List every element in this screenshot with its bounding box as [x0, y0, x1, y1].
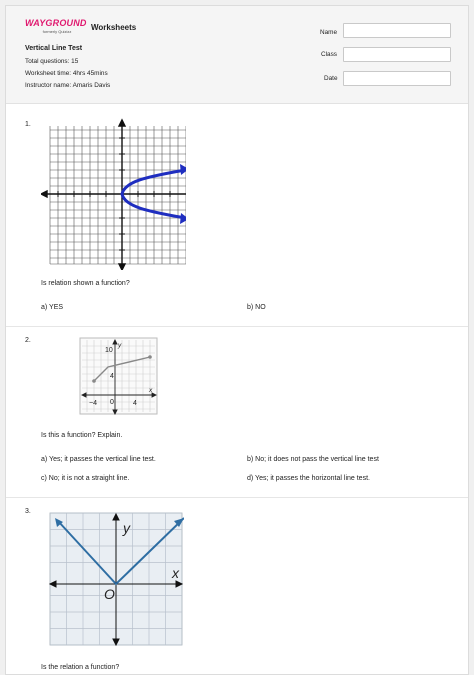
graph-grid [50, 126, 186, 264]
graph-axes [41, 120, 186, 270]
origin-label: O [104, 586, 115, 602]
sideways-parabola-graph [41, 118, 186, 270]
arrow-head-lower [180, 213, 186, 224]
name-field[interactable] [343, 23, 451, 38]
answer-option-b[interactable]: b) No; it does not pass the vertical line test [247, 456, 379, 463]
question-divider [6, 326, 468, 327]
question-number: 1. [25, 121, 31, 128]
y-axis-label: y [123, 520, 130, 536]
section-title: Worksheets [91, 23, 137, 32]
date-field[interactable] [343, 71, 451, 86]
logo-text: WAYGROUND [25, 18, 87, 28]
instructor-name: Instructor name: Amaris Davis [25, 82, 111, 89]
x-neg-label: −4 [89, 400, 97, 407]
x-pos-label: 4 [133, 400, 137, 407]
worksheet-page [5, 5, 469, 675]
logo-subtext: formerly Quizizz [42, 29, 72, 34]
answer-option-d[interactable]: d) Yes; it passes the horizontal line test. [247, 475, 370, 482]
worksheet-time: Worksheet time: 4hrs 45mins [25, 70, 108, 77]
answer-option-a[interactable]: a) Yes; it passes the vertical line test. [41, 456, 156, 463]
y-mid-label: 4 [110, 373, 114, 380]
x-axis-label: x [149, 387, 153, 394]
date-label: Date [324, 75, 338, 82]
answer-option-c[interactable]: c) No; it is not a straight line. [41, 475, 130, 482]
class-field[interactable] [343, 47, 451, 62]
wayground-logo [25, 18, 89, 34]
question-number: 2. [25, 337, 31, 344]
answer-option-b[interactable]: b) NO [247, 304, 266, 311]
question-text: Is this a function? Explain. [41, 432, 123, 439]
piecewise-graph [79, 337, 159, 416]
absolute-value-graph [48, 511, 184, 647]
question-text: Is the relation a function? [41, 664, 120, 671]
y-axis-label: y [118, 342, 122, 349]
y-tick-label: 10 [105, 347, 113, 354]
name-label: Name [320, 29, 338, 36]
arrow-head-upper [180, 164, 186, 175]
x-axis-label: x [172, 565, 179, 581]
origin-label: 0 [110, 399, 114, 406]
graph-point-start [92, 379, 96, 383]
graph-point-end [148, 355, 152, 359]
question-text: Is relation shown a function? [41, 280, 130, 287]
total-questions: Total questions: 15 [25, 58, 79, 65]
question-number: 3. [25, 508, 31, 515]
answer-option-a[interactable]: a) YES [41, 304, 64, 311]
worksheet-header [6, 6, 468, 104]
class-label: Class [321, 51, 337, 58]
test-title: Vertical Line Test [25, 45, 83, 52]
question-divider [6, 497, 468, 498]
